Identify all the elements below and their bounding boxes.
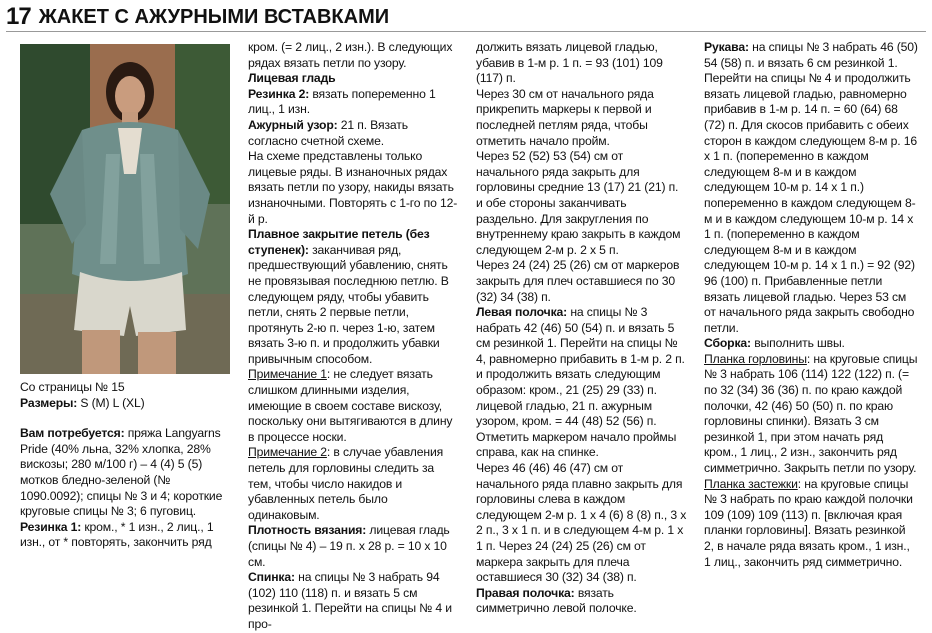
assembly-label: Сборка: xyxy=(704,336,751,351)
gauge-paragraph xyxy=(248,523,460,570)
sleeves-shaping: Перейти на спицы № 4 и продолжить вязать лицевой гладью, равномерно прибавив в 1-м р. 14 п. = 60 (64) 68 (72) п. Для скосов прибавить с обеих сторон в каждом следующем 8-м р. 16 x 1 п. (попеременно в каждом следующем 8-м и в каждом следующем 10-м р. 14 x 1 п.) попеременно в каждом следующем 8-м и в каждом следующем 10-м р. 14 x 1 п. (попеременно в каждом следующем 8-м и в каждом следующем 10-м р. 14 x 1 п.) = 92 (92) 96 (100) п. Прибавленные петли вязать лицевой гладью. Через 53 см от начального ряда закрыть свободно петли. xyxy=(704,71,917,335)
column-1 xyxy=(20,380,234,551)
lace-label: Ажурный узор: xyxy=(248,117,338,132)
stockinette-heading: Лицевая гладь xyxy=(248,71,336,86)
note2-paragraph xyxy=(248,445,460,523)
sleeves-paragraph xyxy=(704,40,918,71)
neckband-value: : на круговые спицы № 3 набрать 106 (114) 122 (122) п. (= по 32 (34) 36 (36) п. по краю каждой полочки, 42 (46) 50 (50) п. по краю горловины спинки). Вязать 3 см резинкой 1, при этом начать ряд кром., 1 лиц., 2 изн., закончить ряд симметрично. Закрыть петли по узору. xyxy=(704,351,918,476)
right-front-paragraph xyxy=(476,586,688,617)
rib2-value: вязать попеременно 1 лиц., 1 изн. xyxy=(248,86,436,117)
assembly-paragraph xyxy=(704,336,918,352)
back-shoulders: Через 24 (24) 25 (26) см от маркеров закрыть для плеч оставшиеся по 30 (32) 34 (38) п. xyxy=(476,258,680,304)
column-3 xyxy=(476,40,688,617)
rib1-continuation: кром. (= 2 лиц., 2 изн.). В следующих рядах вязать петли по узору. xyxy=(248,40,453,70)
source-note: Со страницы № 15 xyxy=(20,380,125,394)
note1-label: Примечание 1 xyxy=(248,367,327,382)
note2-value: : в случае убавления петель для горловины следить за тем, чтобы число накидов и убавленных петель было одинаковым. xyxy=(248,445,444,522)
bindoff-value: заканчивая ряд, предшествующий убавлению, снять не провязывая последнюю петлю. В следующем ряду, чтобы убавить петли, снять 2 первые петли, протянуть 2-ю п. через 1-ю, затем вязать 3-ю п. и продолжить убавки привычным способом. xyxy=(248,242,449,366)
left-front-value: на спицы № 3 набрать 42 (46) 50 (54) п. и вязать 5 см резинкой 1. Перейти на спицы № 4, равномерно прибавить в 1-м р. 2 п. и продолжить вязать следующим образом: кром., 21 (25) 29 (33) п. лицевой гладью, 21 п. ажурным узором, кром. = 44 (48) 52 (56) п. Отметить маркером начало проймы справа, как на спинке. xyxy=(476,305,685,460)
sizes-value: S (M) L (XL) xyxy=(77,395,145,410)
rib2-label: Резинка 2: xyxy=(248,86,310,101)
left-front-paragraph xyxy=(476,305,688,461)
bindoff-label: Плавное закрытие петель (без ступенек): xyxy=(248,227,430,257)
note2-label: Примечание 2 xyxy=(248,445,327,460)
back-paragraph xyxy=(248,570,460,632)
bindoff-paragraph xyxy=(248,227,460,367)
neckband-label: Планка горловины xyxy=(704,351,807,366)
rib1-label: Резинка 1: xyxy=(20,519,82,534)
rib1-paragraph xyxy=(20,520,234,551)
button-band-label: Планка застежки xyxy=(704,476,798,491)
sleeves-label: Рукава: xyxy=(704,40,749,54)
sleeves-value: на спицы № 3 набрать 46 (50) 54 (58) п. и вязать 6 см резинкой 1. xyxy=(704,40,918,70)
back-value: на спицы № 3 набрать 94 (102) 110 (118) п. и вязать 5 см резинкой 1. Перейти на спицы № 4 и про- xyxy=(248,570,452,631)
sizes-label: Размеры: xyxy=(20,395,78,410)
rib2-paragraph xyxy=(248,87,460,118)
left-front-label: Левая полочка: xyxy=(476,305,568,320)
materials-value: пряжа Langyarns Pride (40% льна, 32% хлопка, 28% вискозы; 280 м/100 г) – 4 (4) 5 (5) мотков бледно-зеленой (№ 1090.0092); спицы № 3 и 4; короткие круговые спицы № 3; 6 пуговиц. xyxy=(20,426,223,519)
armhole-markers: Через 30 см от начального ряда прикрепить маркеры к первой и последней петлям ряда, чтобы отметить начало пройм. xyxy=(476,86,654,148)
header-divider xyxy=(6,31,926,32)
column-4 xyxy=(704,40,918,570)
note1-paragraph xyxy=(248,367,460,445)
neckband-paragraph xyxy=(704,352,918,477)
back-neckline: Через 52 (52) 53 (54) см от начального ряда закрыть для горловины средние 13 (17) 21 (21) п. и обе стороны заканчивать раздельно. Для закругления по внутреннему краю закрыть в каждом следующем 2-м р. 2 x 5 п. xyxy=(476,149,681,257)
sizes-line xyxy=(20,396,234,412)
chart-note: На схеме представлены только лицевые ряды. В изнаночных рядах вязать петли по узору, накиды вязать изнаночными. Повторять с 1-го по 12-й р. xyxy=(248,149,458,226)
column-2 xyxy=(248,40,460,633)
rib1-value: кром., * 1 изн., 2 лиц., 1 изн., от * повторять, закончить ряд xyxy=(20,519,214,550)
article-title: ЖАКЕТ С АЖУРНЫМИ ВСТАВКАМИ xyxy=(38,5,390,28)
back-label: Спинка: xyxy=(248,570,295,585)
lace-value: 21 п. Вязать согласно счетной схеме. xyxy=(248,117,408,148)
note1-value: : не следует вязать слишком длинными изделия, имеющие в своем составе вискозу, поскольку они вытягиваются в длину в процессе носки. xyxy=(248,367,453,444)
article-header xyxy=(6,2,389,32)
materials-paragraph xyxy=(20,426,234,520)
gauge-value: лицевая гладь (спицы № 4) – 19 п. x 28 р. = 10 x 10 см. xyxy=(248,523,450,569)
model-photo xyxy=(20,44,230,374)
gauge-label: Плотность вязания: xyxy=(248,523,367,538)
left-front-neckline: Через 46 (46) 46 (47) см от начального ряда плавно закрыть для горловины слева в каждом следующем 2-м р. 1 x 4 (6) 8 (8) п., 3 x 2 п., 3 x 1 п. и в следующем 4-м р. 1 x 1 п. Через 24 (24) 25 (26) см от маркера закрыть для плеча оставшиеся 30 (32) 34 (38) п. xyxy=(476,461,687,585)
right-front-label: Правая полочка: xyxy=(476,585,575,600)
button-band-paragraph xyxy=(704,477,918,571)
button-band-value: : на круговые спицы № 3 набрать по краю каждой полочки 109 (109) 109 (113) п. [включая края планки горловины]. Вязать резинкой 2, в начале ряда вязать кром., 1 изн., 1 лиц., закончить ряд симметрично. xyxy=(704,476,913,569)
right-front-value: вязать симметрично левой полочке. xyxy=(476,585,637,616)
article-number: 17 xyxy=(6,3,31,30)
materials-label: Вам потребуется: xyxy=(20,426,125,441)
model-photo-illustration xyxy=(20,44,230,374)
back-continuation: должить вязать лицевой гладью, убавив в 1-м р. 1 п. = 93 (101) 109 (117) п. xyxy=(476,40,663,86)
assembly-value: выполнить швы. xyxy=(750,336,845,351)
lace-paragraph xyxy=(248,118,460,149)
